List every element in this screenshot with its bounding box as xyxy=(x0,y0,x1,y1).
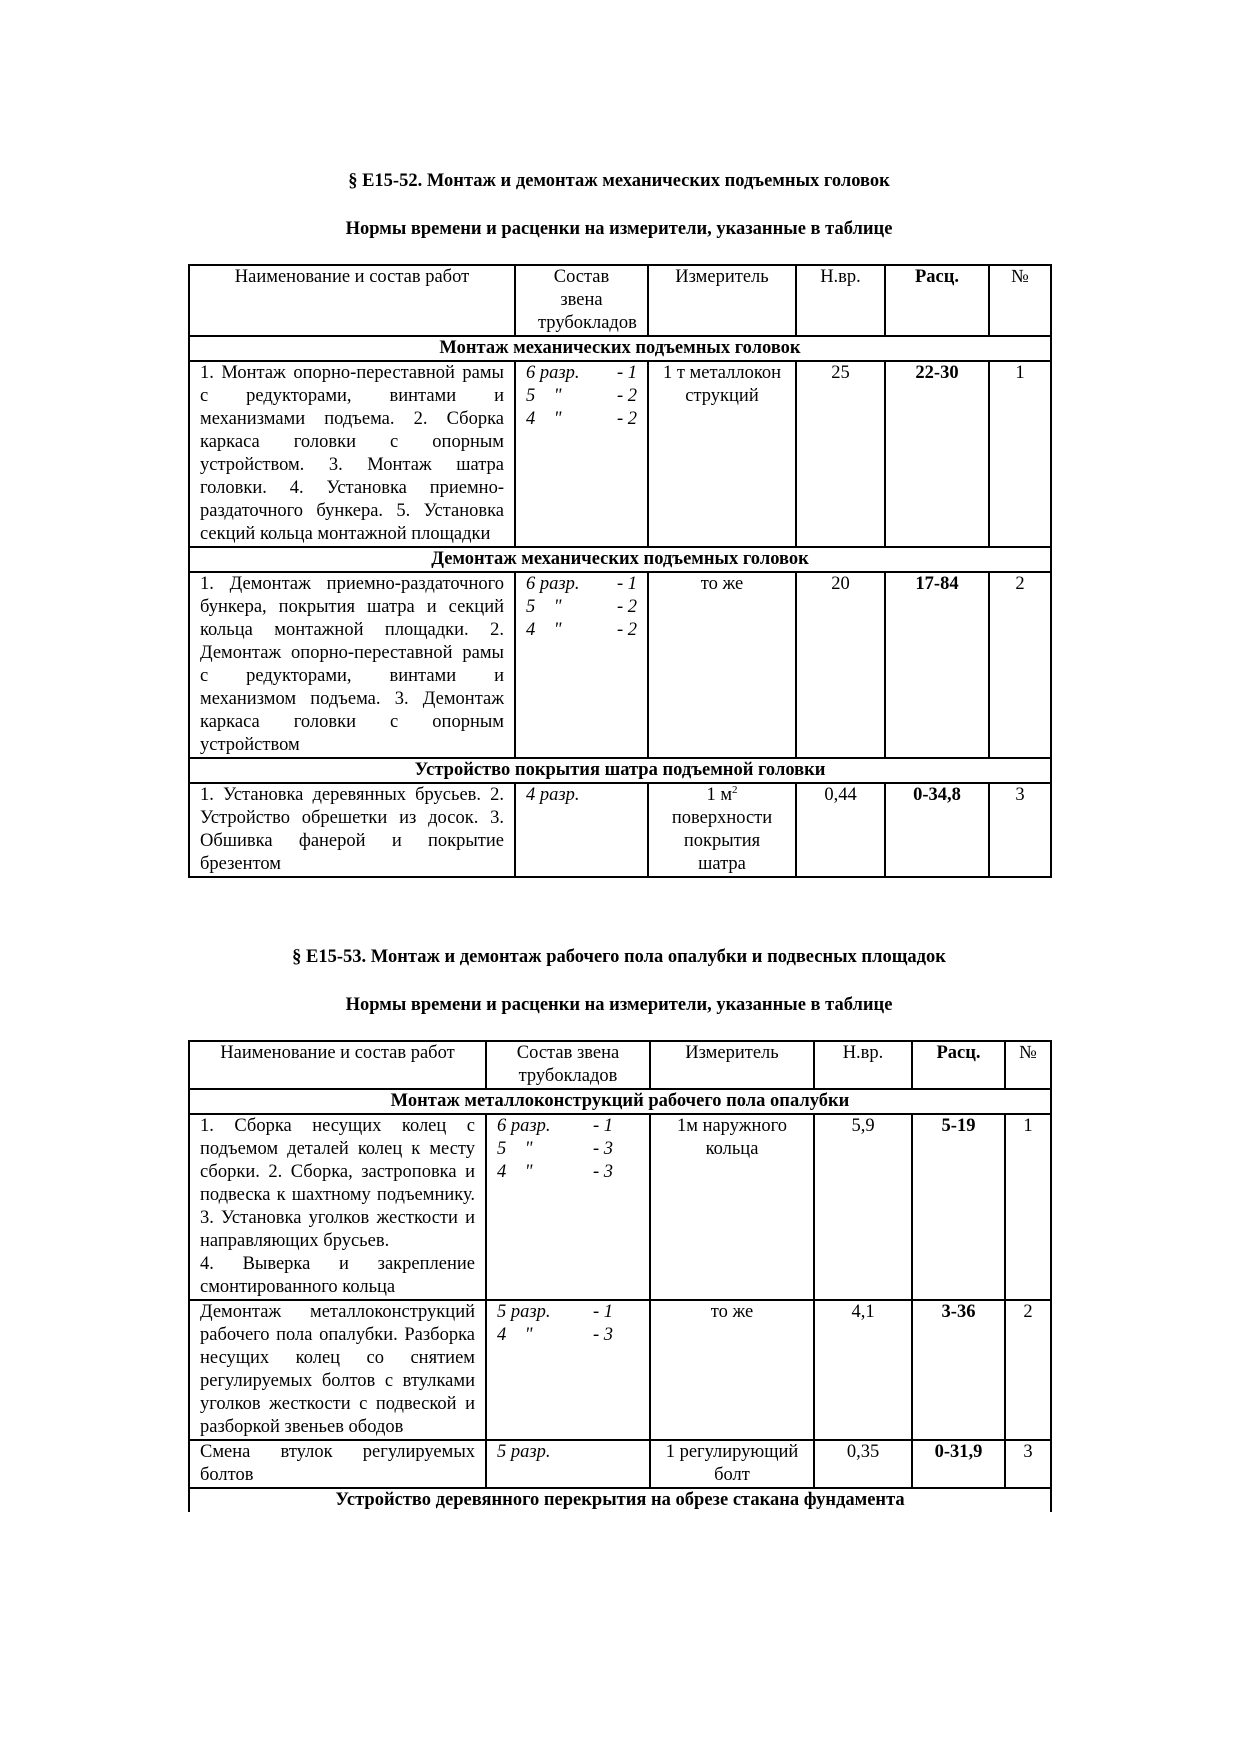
header-unit: Измеритель xyxy=(648,265,796,336)
header-name: Наименование и состав работ xyxy=(189,1041,486,1089)
norm-time: 5,9 xyxy=(814,1114,912,1300)
unit-of-measure: 1 регулирующий болт xyxy=(650,1440,814,1488)
header-num: № xyxy=(989,265,1051,336)
work-description: 1. Сборка несущих колец с подъемом деталей колец к месту сборки. 2. Сборка, застроповка и подвеска к шахтному подъемнику. 3. Установка уголков жесткости и направляющих брусьев. 4. Выверка и закрепление смонтированного кольца xyxy=(189,1114,486,1300)
row-number: 2 xyxy=(989,572,1051,758)
unit-of-measure: 1 т металлоконструкций xyxy=(648,361,796,547)
row-number: 1 xyxy=(989,361,1051,547)
group-title-row xyxy=(189,1488,1051,1512)
work-description: 1. Установка деревянных брусьев. 2. Устройство обрешетки из досок. 3. Обшивка фанерой и покрытие брезентом xyxy=(189,783,515,877)
group-title-row xyxy=(189,336,1051,361)
group-title-row xyxy=(189,758,1051,783)
group-title-row xyxy=(189,1089,1051,1114)
crew-composition: 4 разр. xyxy=(515,783,648,877)
norm-time: 0,35 xyxy=(814,1440,912,1488)
crew-composition: 5 разр. xyxy=(486,1440,650,1488)
crew-composition: 6 разр. - 1 5 " - 3 4 " - 3 xyxy=(486,1114,650,1300)
section-title: § Е15-53. Монтаж и демонтаж рабочего пола опалубки и подвесных площадок xyxy=(292,947,946,967)
group-title: Монтаж механических подъемных головок xyxy=(189,336,1051,361)
rate-value: 0-34,8 xyxy=(885,783,989,877)
row-number: 3 xyxy=(1005,1440,1051,1488)
section-subtitle: Нормы времени и расценки на измерители, указанные в таблице xyxy=(345,219,893,239)
rate-value: 22-30 xyxy=(885,361,989,547)
row-number: 3 xyxy=(989,783,1051,877)
table-row xyxy=(189,361,1051,547)
work-description: Демонтаж металлоконструкций рабочего пола опалубки. Разборка несущих колец со снятием регулируемых болтов с втулками уголков жесткости с подвеской и разборкой звеньев ободов xyxy=(189,1300,486,1440)
crew-composition: 6 разр. - 1 5 " - 2 4 " - 2 xyxy=(515,572,648,758)
table-row xyxy=(189,1300,1051,1440)
header-norm: Н.вр. xyxy=(796,265,885,336)
rate-value: 5-19 xyxy=(912,1114,1005,1300)
group-title: Устройство деревянного перекрытия на обрезе стакана фундамента xyxy=(189,1488,1051,1512)
section-subtitle: Нормы времени и расценки на измерители, указанные в таблице xyxy=(345,995,893,1015)
norm-time: 25 xyxy=(796,361,885,547)
unit-of-measure: 1 $м^2$ поверхности покрытия шатра xyxy=(648,783,796,877)
crew-composition: 6 разр. - 1 5 " - 2 4 " - 2 xyxy=(515,361,648,547)
table-row xyxy=(189,572,1051,758)
table-header-row xyxy=(189,1041,1051,1089)
header-name: Наименование и состав работ xyxy=(189,265,515,336)
header-norm: Н.вр. xyxy=(814,1041,912,1089)
unit-of-measure: то же xyxy=(648,572,796,758)
section-title: § Е15-52. Монтаж и демонтаж механических подъемных головок xyxy=(348,171,890,191)
header-rate: Расц. xyxy=(885,265,989,336)
row-number: 2 xyxy=(1005,1300,1051,1440)
rate-value: 17-84 xyxy=(885,572,989,758)
table-row xyxy=(189,783,1051,877)
work-description: 1. Демонтаж приемно-раздаточного бункера, покрытия шатра и секций кольца монтажной площадки. 2. Демонтаж опорно-переставной рамы с редукторами, винтами и механизмом подъема. 3. Демонтаж каркаса головки с опорным устройством xyxy=(189,572,515,758)
rate-value: 3-36 xyxy=(912,1300,1005,1440)
norms-table xyxy=(188,264,1052,878)
group-title: Демонтаж механических подъемных головок xyxy=(189,547,1051,572)
group-title: Устройство покрытия шатра подъемной головки xyxy=(189,758,1051,783)
work-description: Смена втулок регулируемых болтов xyxy=(189,1440,486,1488)
norm-time: 20 xyxy=(796,572,885,758)
norms-table xyxy=(188,1040,1052,1512)
header-unit: Измеритель xyxy=(650,1041,814,1089)
table-row xyxy=(189,1114,1051,1300)
norm-time: 0,44 xyxy=(796,783,885,877)
row-number: 1 xyxy=(1005,1114,1051,1300)
norm-time: 4,1 xyxy=(814,1300,912,1440)
header-crew: Состав звена трубокладов xyxy=(486,1041,650,1089)
group-title-row xyxy=(189,547,1051,572)
group-title: Монтаж металлоконструкций рабочего пола опалубки xyxy=(189,1089,1051,1114)
header-rate: Расц. xyxy=(912,1041,1005,1089)
header-num: № xyxy=(1005,1041,1051,1089)
unit-of-measure: 1м наружного кольца xyxy=(650,1114,814,1300)
crew-composition: 5 разр. - 1 4 " - 3 xyxy=(486,1300,650,1440)
header-crew: Состав звена трубокладов xyxy=(515,265,648,336)
table-row xyxy=(189,1440,1051,1488)
work-description: 1. Монтаж опорно-переставной рамы с редукторами, винтами и механизмами подъема. 2. Сборка каркаса головки с опорным устройством. 3. Монтаж шатра головки. 4. Установка приемно-раздаточного бункера. 5. Установка секций кольца монтажной площадки xyxy=(189,361,515,547)
unit-of-measure: то же xyxy=(650,1300,814,1440)
table-header-row xyxy=(189,265,1051,336)
rate-value: 0-31,9 xyxy=(912,1440,1005,1488)
